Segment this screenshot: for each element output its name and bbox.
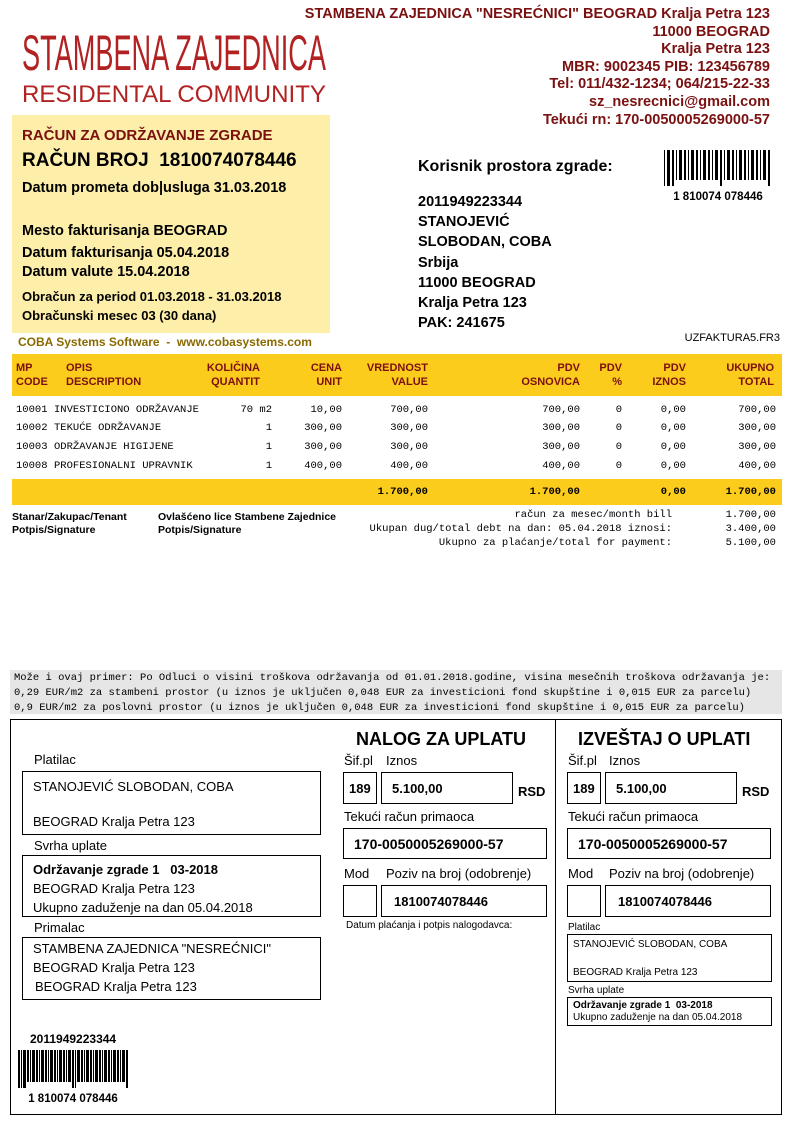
barcode-bar: [672, 150, 674, 186]
cell-total: 700,00: [738, 404, 776, 416]
barcode-bar: [732, 150, 734, 180]
authorized-signature-sublabel: Potpis/Signature: [158, 523, 242, 536]
table-row: [12, 404, 782, 418]
logo-main: [22, 22, 328, 81]
barcode-bar: [27, 1050, 29, 1082]
model-field[interactable]: [343, 885, 377, 917]
barcode-bar: [32, 1050, 35, 1082]
invoice-title: RAČUN ZA ODRŽAVANJE ZGRADE: [22, 127, 273, 144]
barcode-bar: [59, 1050, 62, 1082]
cell-code: 10002: [16, 422, 48, 434]
service-date: Datum prometa dob|usluga 31.03.2018: [22, 180, 287, 196]
barcode-bar: [108, 1050, 110, 1082]
model-label: Mod: [344, 866, 370, 881]
col-vat-amt: PDV IZNOS: [652, 362, 686, 388]
cell-vat: 0,00: [660, 460, 686, 472]
summary-values: [726, 508, 776, 550]
cell-base: 300,00: [542, 422, 580, 434]
payment-code-label: Šif.pl: [344, 753, 373, 768]
barcode-bars: [16, 1050, 130, 1088]
barcode-bar: [113, 1050, 116, 1082]
recipient-line: BEOGRAD Kralja Petra 123: [33, 960, 195, 975]
barcode-bars: [662, 150, 774, 186]
company-header-line: Tekući rn: 170-0050005269000-57: [542, 111, 770, 128]
account-value: 170-0050005269000-57: [354, 836, 504, 852]
barcode-bar: [703, 150, 706, 180]
col-total: UKUPNO TOTAL: [726, 362, 774, 388]
payer-name: STANOJEVIĆ SLOBODAN, COBA: [33, 779, 234, 794]
col-value: VREDNOST VALUE: [366, 362, 428, 388]
recipient-label: Primalac: [34, 920, 85, 935]
barcode-bar: [72, 1050, 74, 1088]
cell-qty: 1: [265, 422, 272, 434]
barcode-bar: [48, 1050, 49, 1082]
purpose-box[interactable]: [22, 855, 321, 917]
cell-price: 300,00: [304, 441, 342, 453]
barcode-bar: [68, 1050, 71, 1082]
amount-label: Iznos: [386, 753, 418, 768]
barcode-bar: [667, 150, 670, 186]
total-sum: 1.700,00: [725, 486, 776, 498]
cell-pct: 0: [615, 404, 622, 416]
barcode-bar: [736, 150, 737, 180]
cell-desc: ODRŽAVANJE HIGIJENE: [54, 441, 174, 453]
cell-total: 300,00: [738, 441, 776, 453]
barcode-bar: [21, 1050, 22, 1088]
payment-label: Ukupno za plaćanje/total for payment:: [438, 537, 672, 549]
slip-divider: [555, 719, 556, 1115]
cell-value: 300,00: [390, 422, 428, 434]
customer-line: SLOBODAN, COBA: [418, 234, 552, 251]
col-vat-pct: PDV %: [599, 362, 622, 388]
customer-line: PAK: 241675: [418, 315, 505, 332]
barcode-bar: [122, 1050, 125, 1082]
tenant-signature-label: Stanar/Zakupac/Tenant: [12, 511, 127, 523]
company-header-line: MBR: 9002345 PIB: 123456789: [562, 58, 770, 75]
reference-value: 1810074078446: [394, 894, 488, 909]
cell-pct: 0: [615, 460, 622, 472]
payer-address: BEOGRAD Kralja Petra 123: [33, 814, 195, 829]
note-line: 0,9 EUR/m2 za poslovni prostor (u iznos je uključen 0,048 EUR za investicioni fond skupštine i 0,015 EUR za parcelu): [14, 702, 745, 714]
cell-pct: 0: [615, 441, 622, 453]
payer-label: Platilac: [34, 752, 76, 767]
reference-label: Poziv na broj (odobrenje): [386, 866, 532, 881]
reference-field[interactable]: [381, 885, 547, 917]
barcode-bar: [684, 150, 686, 180]
cell-vat: 0,00: [660, 422, 686, 434]
r-account-field[interactable]: [567, 828, 771, 859]
r-currency: RSD: [742, 784, 770, 799]
barcode-bar: [39, 1050, 40, 1082]
r-amount-value: 5.100,00: [616, 781, 667, 796]
barcode-number: 1 810074 078446: [673, 191, 763, 203]
due-date: Datum valute 15.04.2018: [22, 264, 190, 280]
recipient-box[interactable]: [22, 937, 321, 1000]
barcode-bar: [86, 1050, 89, 1082]
customer-address: [418, 192, 552, 333]
barcode-bar: [50, 1050, 53, 1082]
barcode-bar: [688, 150, 689, 180]
report-title: IZVEŠTAJ O UPLATI: [578, 729, 751, 749]
cell-pct: 0: [615, 422, 622, 434]
col-desc: OPIS DESCRIPTION: [66, 362, 142, 388]
table-header: [12, 354, 782, 396]
barcode-bar: [45, 1050, 47, 1082]
r-account-value: 170-0050005269000-57: [578, 836, 728, 852]
r-purpose-line: Održavanje zgrade 1 03-2018: [573, 1000, 713, 1011]
col-price: CENA UNIT: [310, 362, 342, 388]
cell-price: 400,00: [304, 460, 342, 472]
cell-code: 10001: [16, 404, 48, 416]
barcode-bar: [63, 1050, 65, 1082]
barcode-bar: [54, 1050, 56, 1082]
barcode-bar: [23, 1050, 26, 1088]
invoice-barcode: [662, 150, 774, 203]
cell-total: 400,00: [738, 460, 776, 472]
r-amount-label: Iznos: [609, 753, 641, 768]
note-line: 0,29 EUR/m2 za stambeni prostor (u iznos je uključen 0,048 EUR za investicioni fond skupštine i 0,015 EUR za parcelu): [14, 687, 752, 699]
debt-label: Ukupan dug/total debt na dan: 05.04.2018 iznosi:: [369, 523, 672, 535]
cell-value: 400,00: [390, 460, 428, 472]
barcode-bar: [751, 150, 754, 180]
barcode-bar: [77, 1050, 80, 1082]
cell-total: 300,00: [738, 422, 776, 434]
payment-code-field[interactable]: [343, 772, 377, 804]
barcode-bar: [756, 150, 758, 180]
invoice-place: Mesto fakturisanja BEOGRAD: [22, 223, 228, 239]
currency: RSD: [518, 784, 546, 799]
barcode-bar: [691, 150, 694, 180]
table-row: [12, 441, 782, 455]
barcode-bar: [727, 150, 730, 180]
company-header-line: Tel: 011/432-1234; 064/215-22-33: [549, 76, 770, 93]
company-header-line: sz_nesrecnici@gmail.com: [589, 93, 770, 110]
r-payer-box[interactable]: [567, 934, 772, 982]
table-row: [12, 422, 782, 436]
r-model-label: Mod: [568, 866, 594, 881]
barcode-bar: [768, 150, 770, 186]
barcode-bar: [18, 1050, 20, 1088]
barcode-bar: [724, 150, 725, 180]
slip-barcode: [16, 1050, 130, 1105]
account-label: Tekući račun primaoca: [344, 809, 475, 824]
order-title: NALOG ZA UPLATU: [356, 729, 526, 749]
customer-line: 11000 BEOGRAD: [418, 274, 536, 291]
customer-line: STANOJEVIĆ: [418, 214, 510, 231]
purpose-line: BEOGRAD Kralja Petra 123: [33, 881, 195, 896]
cell-value: 700,00: [390, 404, 428, 416]
form-code: UZFAKTURA5.FR3: [684, 332, 780, 344]
invoice-number: RAČUN BROJ 1810074078446: [22, 150, 297, 171]
customer-line: 2011949223344: [418, 194, 523, 210]
barcode-bar: [676, 150, 677, 180]
barcode-bar: [41, 1050, 44, 1082]
account-field[interactable]: [343, 828, 547, 859]
payment-code-value: 189: [349, 781, 371, 796]
cell-value: 300,00: [390, 441, 428, 453]
payer-jmbg: 2011949223344: [30, 1032, 117, 1046]
barcode-bar: [81, 1050, 83, 1082]
invoice-info-box: [12, 115, 330, 333]
r-payment-code-value: 189: [573, 781, 595, 796]
r-model-field[interactable]: [567, 885, 601, 917]
authorized-signature-label: Ovlašćeno lice Stambene Zajednice: [158, 511, 336, 523]
date-signature-label: Datum plaćanja i potpis nalogodavca:: [346, 920, 513, 931]
table-totals: [12, 479, 782, 505]
billing-month: Obračunski mesec 03 (30 dana): [22, 308, 217, 323]
customer-title: Korisnik prostora zgrade:: [418, 158, 613, 175]
barcode-bar: [93, 1050, 94, 1082]
company-header: [305, 6, 770, 129]
cell-qty: 1: [265, 441, 272, 453]
r-reference-value: 1810074078446: [618, 894, 712, 909]
barcode-bar: [75, 1050, 76, 1088]
company-header-line: 11000 BEOGRAD: [652, 23, 770, 40]
cell-qty: 1: [265, 460, 272, 472]
note-line: Može i ovaj primer: Po Odluci o visini troškova održavanja od 01.01.2018.godine, visina mesečnih troškova održavanja je:: [14, 672, 771, 684]
month-bill-label: račun za mesec/month bill: [514, 509, 672, 521]
barcode-bar: [36, 1050, 38, 1082]
r-purpose-box[interactable]: [567, 997, 772, 1026]
amount-value: 5.100,00: [392, 781, 443, 796]
payment-value: 5.100,00: [725, 537, 776, 549]
barcode-bar: [712, 150, 713, 180]
barcode-bar: [99, 1050, 101, 1082]
barcode-bar: [104, 1050, 107, 1082]
total-value: 1.700,00: [377, 486, 428, 498]
barcode-bar: [664, 150, 665, 186]
r-amount-field[interactable]: [605, 772, 737, 804]
customer-line: Srbija: [418, 254, 459, 271]
barcode-bar: [90, 1050, 92, 1082]
recipient-line: STAMBENA ZAJEDNICA "NESREĆNICI": [33, 941, 271, 956]
barcode-number: 1 810074 078446: [28, 1093, 118, 1105]
r-payment-code-field[interactable]: [567, 772, 601, 804]
barcode-bar: [696, 150, 698, 180]
cell-code: 10003: [16, 441, 48, 453]
maintenance-note: [10, 670, 782, 714]
payer-box[interactable]: [22, 771, 321, 835]
barcode-bar: [111, 1050, 112, 1082]
logo-main-text: STAMBENA ZAJEDNICA: [22, 25, 327, 81]
logo-sub: [22, 80, 328, 106]
cell-desc: INVESTICIONO ODRŽAVANJE: [54, 404, 199, 416]
barcode-bar: [760, 150, 761, 180]
barcode-bar: [748, 150, 749, 180]
barcode-bar: [715, 150, 718, 180]
barcode-bar: [720, 150, 722, 186]
barcode-bar: [95, 1050, 98, 1082]
r-account-label: Tekući račun primaoca: [568, 809, 699, 824]
customer-line: Kralja Petra 123: [418, 295, 527, 312]
tenant-signature-sublabel: Potpis/Signature: [12, 523, 96, 536]
r-purpose-line: Ukupno zaduženje na dan 05.04.2018: [573, 1012, 743, 1023]
cell-desc: PROFESIONALNI UPRAVNIK: [54, 460, 193, 472]
debt-value: 3.400,00: [725, 523, 776, 535]
barcode-bar: [700, 150, 701, 180]
authorized-signature: [158, 511, 336, 536]
cell-code: 10008: [16, 460, 48, 472]
barcode-bar: [84, 1050, 85, 1082]
barcode-bar: [744, 150, 746, 180]
barcode-bar: [708, 150, 710, 180]
company-header-line: STAMBENA ZAJEDNICA "NESREĆNICI" BEOGRAD Kralja Petra 123: [304, 6, 770, 22]
software-credit: COBA Systems Software - www.cobasystems.com: [18, 335, 312, 349]
cell-base: 400,00: [542, 460, 580, 472]
barcode-bar: [120, 1050, 121, 1082]
barcode-bar: [102, 1050, 103, 1082]
purpose-line: Ukupno zaduženje na dan 05.04.2018: [33, 900, 253, 915]
barcode-bar: [126, 1050, 128, 1088]
amount-field[interactable]: [381, 772, 513, 804]
total-vat: 0,00: [660, 486, 686, 498]
r-payer-label: Platilac: [568, 922, 601, 933]
cell-qty: 70 m2: [240, 404, 272, 416]
company-header-line: Kralja Petra 123: [661, 41, 770, 58]
invoice-date: Datum fakturisanja 05.04.2018: [22, 245, 230, 261]
logo-sub-text: RESIDENTAL COMMUNITY: [22, 81, 326, 108]
r-payer-address: BEOGRAD Kralja Petra 123: [573, 967, 698, 978]
col-qty: KOLIČINA QUANTIT: [206, 362, 260, 388]
barcode-bar: [30, 1050, 31, 1082]
r-reference-label: Poziv na broj (odobrenje): [609, 866, 755, 881]
cell-vat: 0,00: [660, 441, 686, 453]
barcode-bar: [739, 150, 742, 180]
table-row: [12, 460, 782, 474]
barcode-bar: [679, 150, 682, 180]
purpose-label: Svrha uplate: [34, 838, 107, 853]
r-payment-code-label: Šif.pl: [568, 753, 597, 768]
r-reference-field[interactable]: [605, 885, 771, 917]
cell-price: 10,00: [310, 404, 342, 416]
col-vat-base: PDV OSNOVICA: [521, 362, 580, 388]
total-vat-base: 1.700,00: [529, 486, 580, 498]
r-payer-name: STANOJEVIĆ SLOBODAN, COBA: [573, 939, 728, 950]
summary-labels: [370, 508, 672, 550]
barcode-bar: [117, 1050, 119, 1082]
recipient-line: BEOGRAD Kralja Petra 123: [35, 979, 197, 994]
col-code: MP CODE: [16, 362, 48, 388]
cell-vat: 0,00: [660, 404, 686, 416]
purpose-line: Održavanje zgrade 1 03-2018: [33, 862, 218, 877]
cell-base: 700,00: [542, 404, 580, 416]
billing-period: Obračun za period 01.03.2018 - 31.03.2018: [22, 289, 282, 304]
cell-desc: TEKUĆE ODRŽAVANJE: [54, 422, 162, 434]
barcode-bar: [763, 150, 766, 180]
barcode-bar: [66, 1050, 67, 1082]
cell-price: 300,00: [304, 422, 342, 434]
tenant-signature: [12, 511, 127, 536]
cell-base: 300,00: [542, 441, 580, 453]
month-bill-value: 1.700,00: [725, 509, 776, 521]
barcode-bar: [57, 1050, 58, 1082]
r-purpose-label: Svrha uplate: [568, 985, 625, 996]
